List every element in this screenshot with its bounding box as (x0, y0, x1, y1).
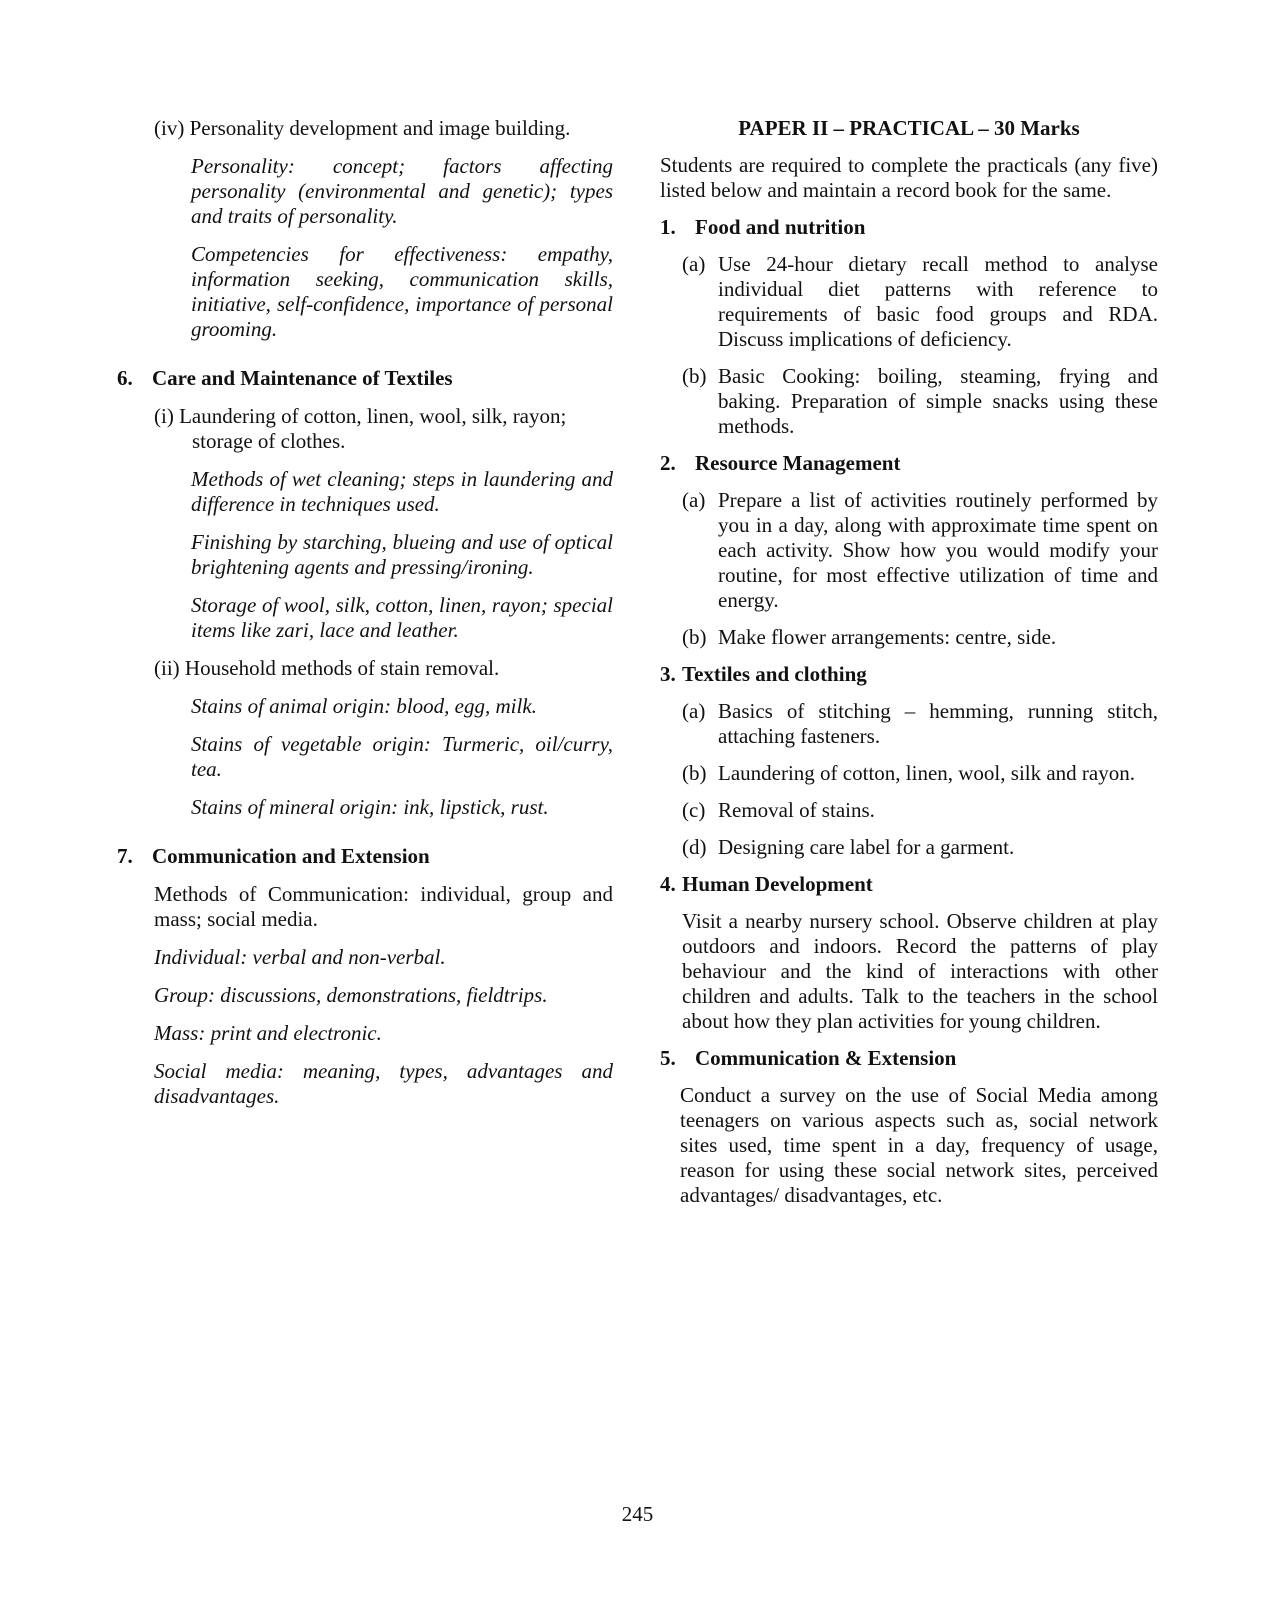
section-heading-7 (117, 844, 613, 869)
practical-item-2a (682, 488, 1158, 613)
section-number: 2. (660, 451, 676, 475)
left-column (117, 116, 613, 1109)
practical-heading-1 (660, 215, 1158, 240)
paragraph-storage: Storage of wool, silk, cotton, linen, rayon; special items like zari, lace and leather. (191, 593, 613, 642)
list-label: (b) (682, 761, 707, 785)
list-item-iv (154, 116, 613, 141)
list-label: (b) (682, 364, 707, 388)
paragraph-communication-extension: Conduct a survey on the use of Social Media among teenagers on various aspects such as, social network sites used, time spent in a day, frequency of usage, reason for using these social network sites, perceived advantages/ disadvantages, etc. (680, 1083, 1158, 1207)
paper-title: PAPER II – PRACTICAL – 30 Marks (738, 116, 1080, 140)
paragraph-individual: Individual: verbal and non-verbal. (154, 945, 446, 969)
section-title: Human Development (682, 872, 873, 896)
list-label: (c) (682, 798, 706, 822)
list-label: (ii) (154, 656, 180, 680)
section-number: 6. (117, 366, 133, 390)
paragraph-mass: Mass: print and electronic. (154, 1021, 382, 1045)
paragraph-human-development: Visit a nearby nursery school. Observe children at play outdoors and indoors. Record the patterns of play behaviour and the kind of interactions with other children and adults. Talk to the teachers in the school about how they plan activities for young children. (682, 909, 1158, 1033)
list-text: Use 24-hour dietary recall method to analyse individual diet patterns with reference to requirements of basic food groups and RDA. Discuss implications of deficiency. (718, 252, 1158, 351)
paragraph-finishing: Finishing by starching, blueing and use of optical brightening agents and pressing/ironing. (191, 530, 613, 579)
list-item-ii (154, 656, 613, 681)
section-number: 1. (660, 215, 676, 239)
practical-item-1b (682, 364, 1158, 439)
list-text: Personality development and image building. (189, 116, 571, 140)
list-text: Laundering of cotton, linen, wool, silk and rayon. (718, 761, 1135, 785)
list-item-i (154, 404, 613, 454)
practical-heading-2 (660, 451, 1158, 476)
practical-heading-5 (660, 1046, 1158, 1071)
list-label: (a) (682, 252, 706, 276)
paragraph-group: Group: discussions, demonstrations, fieldtrips. (154, 983, 548, 1007)
practical-item-3a (682, 699, 1158, 749)
list-item-iv-text (154, 116, 613, 141)
practical-item-1a (682, 252, 1158, 352)
list-label: (i) (154, 404, 174, 428)
paragraph-wet-cleaning: Methods of wet cleaning; steps in laundering and difference in techniques used. (191, 467, 613, 516)
practical-heading-4 (660, 872, 1158, 897)
list-label: (d) (682, 835, 707, 859)
list-label: (a) (682, 488, 706, 512)
list-item-ii-text (154, 656, 613, 681)
practical-item-3b (682, 761, 1158, 786)
section-number: 7. (117, 844, 133, 868)
list-text: Removal of stains. (718, 798, 875, 822)
section-title: Communication and Extension (152, 844, 430, 868)
section-title: Resource Management (695, 451, 901, 475)
right-column (660, 116, 1158, 1208)
paragraph-intro: Students are required to complete the practicals (any five) listed below and maintain a record book for the same. (660, 153, 1158, 202)
section-heading-6 (117, 366, 613, 391)
section-title: Textiles and clothing (682, 662, 867, 686)
list-text: Make flower arrangements: centre, side. (718, 625, 1057, 649)
paragraph-social-media: Social media: meaning, types, advantages and disadvantages. (154, 1059, 613, 1108)
section-title: Communication & Extension (695, 1046, 957, 1070)
section-title: Care and Maintenance of Textiles (152, 366, 453, 390)
list-text: Household methods of stain removal. (184, 656, 500, 680)
list-text: Prepare a list of activities routinely performed by you in a day, along with approximate time spent on each activity. Show how you would modify your routine, for most effective utilization of time and energy. (718, 488, 1158, 612)
practical-heading-3 (660, 662, 1158, 687)
section-title: Food and nutrition (695, 215, 866, 239)
list-label: (a) (682, 699, 706, 723)
section-number: 4. (660, 872, 676, 896)
list-label: (iv) (154, 116, 185, 140)
paragraph-competencies: Competencies for effectiveness: empathy, information seeking, communication skills, initiative, self-confidence, importance of personal grooming. (191, 242, 613, 341)
list-item-i-text (154, 404, 613, 454)
list-label: (b) (682, 625, 707, 649)
section-number: 5. (660, 1046, 676, 1070)
section-number: 3. (660, 662, 676, 686)
practical-item-3c (682, 798, 1158, 823)
list-text: Designing care label for a garment. (718, 835, 1015, 859)
paragraph-animal-stains: Stains of animal origin: blood, egg, milk. (191, 694, 537, 718)
paragraph-methods: Methods of Communication: individual, group and mass; social media. (154, 882, 613, 931)
paragraph-mineral-stains: Stains of mineral origin: ink, lipstick, rust. (191, 795, 549, 819)
list-text: Basics of stitching – hemming, running stitch, attaching fasteners. (718, 699, 1158, 748)
page-number: 245 (621, 1502, 654, 1526)
practical-item-2b (682, 625, 1158, 650)
paragraph-vegetable-stains: Stains of vegetable origin: Turmeric, oil/curry, tea. (191, 732, 613, 781)
practical-item-3d (682, 835, 1158, 860)
list-text: Basic Cooking: boiling, steaming, frying and baking. Preparation of simple snacks using these methods. (718, 364, 1158, 438)
paragraph-personality: Personality: concept; factors affecting personality (environmental and genetic); types and traits of personality. (191, 154, 613, 228)
list-text: Laundering of cotton, linen, wool, silk, rayon; storage of clothes. (179, 404, 567, 453)
